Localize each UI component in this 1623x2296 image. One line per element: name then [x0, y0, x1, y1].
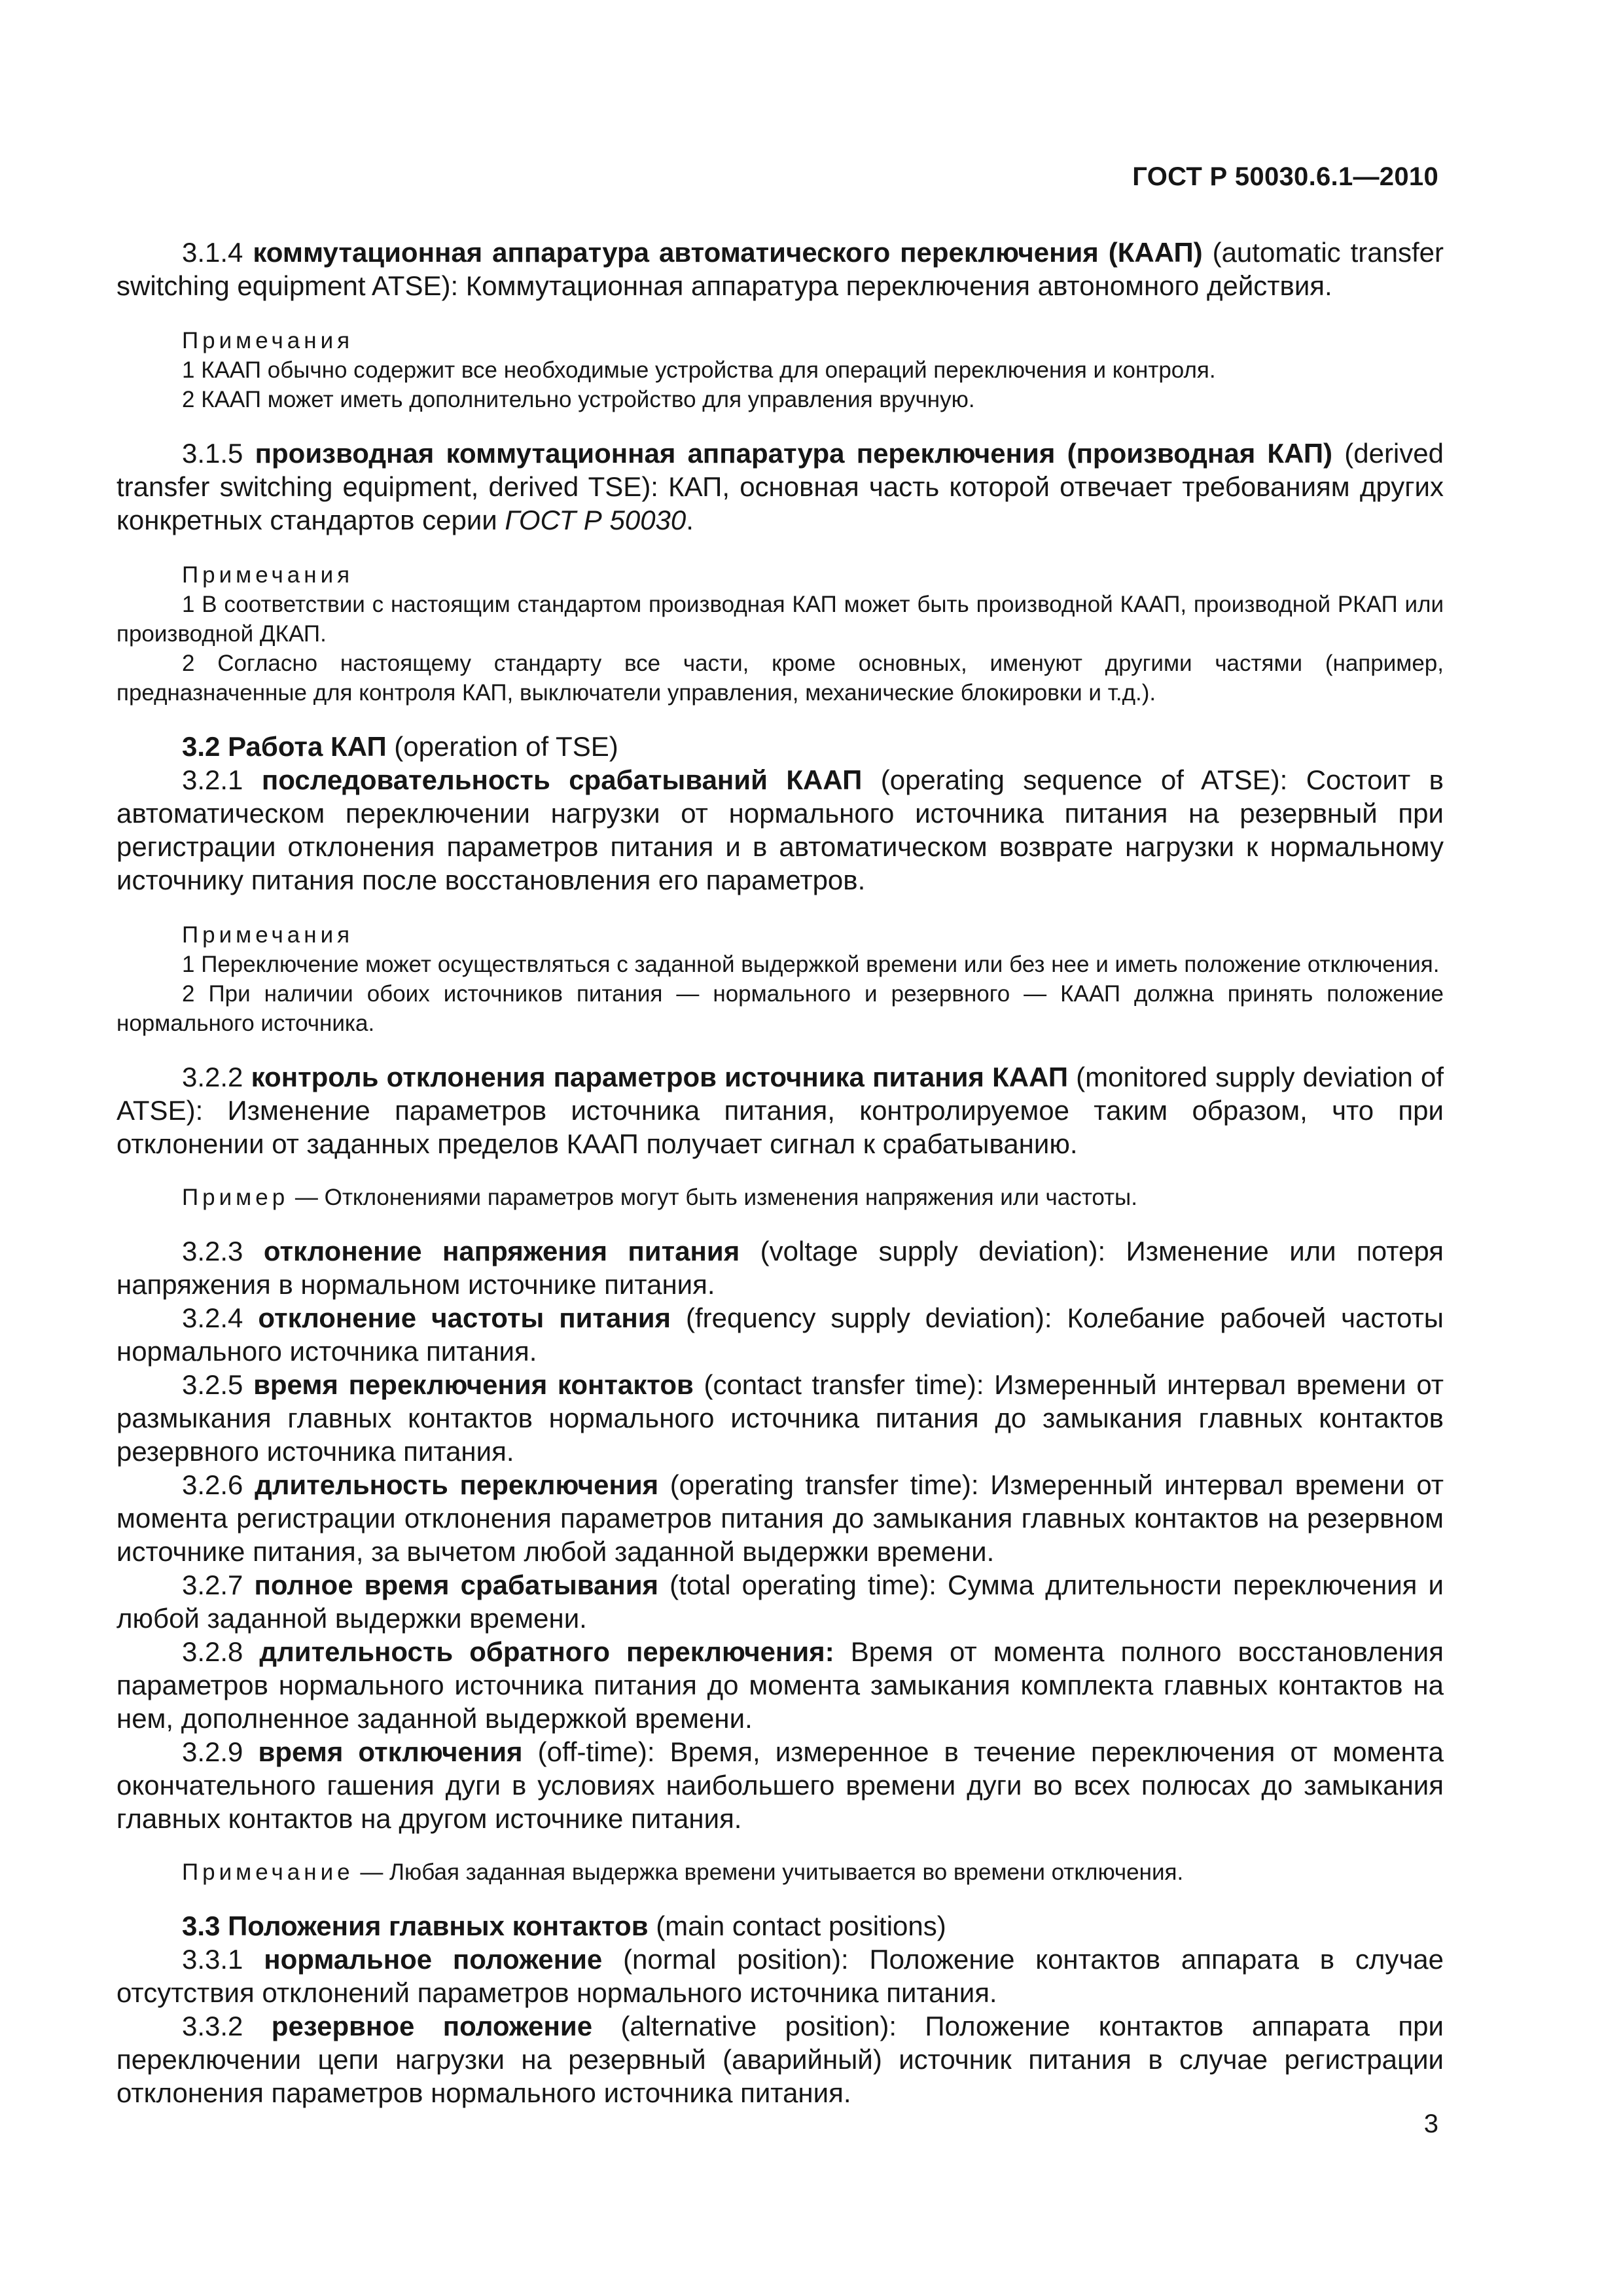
term: длительность переключения: [255, 1469, 659, 1500]
term: нормальное положение: [264, 1944, 603, 1975]
term: длительность обратного переключения:: [259, 1636, 834, 1667]
notes-heading: Примечания: [182, 562, 354, 588]
definition-text: (total operating time): Сумма длительности переключения и любой заданной выдержки времени.: [116, 1570, 1444, 1634]
definition-3-2-1: [116, 763, 1444, 897]
definition-text: (automatic transfer switching equipment ATSE): Коммутационная аппаратура переключения автономного действия.: [116, 237, 1444, 301]
note-text: — Любая заданная выдержка времени учитывается во времени отключения.: [353, 1859, 1184, 1885]
clause-number: 3.3: [182, 1910, 228, 1941]
term: контроль отклонения параметров источника питания КААП: [251, 1062, 1068, 1092]
definition-3-2-6: [116, 1468, 1444, 1568]
term: отклонение частоты питания: [258, 1302, 671, 1333]
definition-3-3-1: [116, 1943, 1444, 2009]
definition-text: (operation of TSE): [386, 731, 618, 762]
clause-number: 3.3.2: [182, 2011, 272, 2041]
term: резервное положение: [271, 2011, 593, 2041]
definition-3-2-7: [116, 1568, 1444, 1635]
note: 2 Согласно настоящему стандарту все части, кроме основных, именуют другими частями (например, предназначенные для контроля КАП, выключатели управления, механические блокировки и т.д.).: [116, 651, 1444, 706]
definition-3-2-5: [116, 1368, 1444, 1468]
clause-number: 3.2.7: [182, 1570, 255, 1600]
note: 1 Переключение может осуществляться с заданной выдержкой времени или без нее и иметь положение отключения.: [182, 952, 1440, 977]
term: Работа КАП: [228, 731, 387, 762]
note: 1 В соответствии с настоящим стандартом производная КАП может быть производной КААП, производной РКАП или производной ДКАП.: [116, 592, 1444, 647]
definition-3-2-3: [116, 1234, 1444, 1301]
clause-number: 3.2.6: [182, 1469, 255, 1500]
term: отклонение напряжения питания: [263, 1236, 740, 1266]
definition-text: (derived transfer switching equipment, derived TSE): КАП, основная часть которой отвечает требованиям других конкретных стандартов серии: [116, 438, 1444, 535]
example-text: — Отклонениями параметров могут быть изменения напряжения или частоты.: [289, 1185, 1137, 1210]
definition-text: (off-time): Время, измеренное в течение переключения от момента окончательного гашения дуги в условиях наибольшего времени дуги во всех полюсах до замыкания главных контактов на другом источнике питания.: [116, 1736, 1444, 1834]
definition-text: (main contact positions): [648, 1910, 946, 1941]
definition-3-2-2: [116, 1060, 1444, 1160]
example-heading: Пример: [182, 1185, 289, 1210]
single-note: [116, 1857, 1444, 1887]
definition-3-3-2: [116, 2009, 1444, 2109]
definition-text: (contact transfer time): Измеренный интервал времени от размыкания главных контактов нормального источника питания до замыкания главных контактов резервного источника питания.: [116, 1369, 1444, 1467]
definition-text: (voltage supply deviation): Изменение или потеря напряжения в нормальном источнике питания.: [116, 1236, 1444, 1300]
clause-number: 3.2.1: [182, 764, 262, 795]
standard-reference: ГОСТ Р 50030: [505, 505, 687, 535]
term: последовательность срабатываний КААП: [261, 764, 863, 795]
definition-3-1-4: [116, 236, 1444, 302]
definition-text: (operating transfer time): Измеренный интервал времени от момента регистрации отклонения параметров питания до замыкания главных контактов на резервном источнике питания, за вычетом любой заданной выдержки времени.: [116, 1469, 1444, 1567]
definition-text: (monitored supply deviation of ATSE): Изменение параметров источника питания, контролируемое таким образом, что при отклонении от заданных пределов КААП получает сигнал к срабатыванию.: [116, 1062, 1444, 1159]
page-number: 3: [1423, 2109, 1438, 2138]
section-3-3-heading: [116, 1909, 1444, 1943]
definition-text: (frequency supply deviation): Колебание рабочей частоты нормального источника питания.: [116, 1302, 1444, 1367]
clause-number: 3.2.2: [182, 1062, 251, 1092]
definition-text: (normal position): Положение контактов аппарата в случае отсутствия отклонений параметров нормального источника питания.: [116, 1944, 1444, 2008]
note-heading: Примечание: [182, 1859, 354, 1885]
definition-3-2-8: [116, 1635, 1444, 1735]
section-3-2-heading: [116, 730, 1444, 763]
definition-text: (operating sequence of ATSE): Состоит в автоматическом переключении нагрузки от нормального источника питания на резервный при регистрации отклонения параметров питания и в автоматическом возврате нагрузки к нормальному источнику питания после восстановления его параметров.: [116, 764, 1444, 895]
clause-number: 3.2.8: [182, 1636, 260, 1667]
term: Положения главных контактов: [228, 1910, 649, 1941]
definition-3-2-9: [116, 1735, 1444, 1835]
clause-number: 3.2.3: [182, 1236, 264, 1266]
example-note: [116, 1183, 1444, 1212]
note: 1 КААП обычно содержит все необходимые устройства для операций переключения и контроля.: [182, 357, 1216, 383]
term: время отключения: [258, 1736, 523, 1767]
term: время переключения контактов: [253, 1369, 694, 1400]
clause-number: 3.1.5: [182, 438, 255, 469]
term: полное время срабатывания: [254, 1570, 659, 1600]
clause-number: 3.2.9: [182, 1736, 259, 1767]
clause-number: 3.2: [182, 731, 228, 762]
clause-number: 3.2.5: [182, 1369, 254, 1400]
document-body: [116, 236, 1444, 2109]
definition-3-1-5: [116, 437, 1444, 537]
term: производная коммутационная аппаратура переключения (производная КАП): [255, 438, 1333, 469]
document-header: ГОСТ Р 50030.6.1—2010: [1132, 162, 1438, 191]
clause-number: 3.2.4: [182, 1302, 259, 1333]
clause-number: 3.1.4: [182, 237, 253, 268]
clause-number: 3.3.1: [182, 1944, 264, 1975]
notes-heading: Примечания: [182, 328, 354, 353]
term: коммутационная аппаратура автоматического переключения (КААП): [253, 237, 1203, 268]
note: 2 КААП может иметь дополнительно устройство для управления вручную.: [182, 387, 975, 412]
note: 2 При наличии обоих источников питания — нормального и резервного — КААП должна принять положение нормального источника.: [116, 981, 1444, 1036]
definition-text: (alternative position): Положение контактов аппарата при переключении цепи нагрузки на резервный (аварийный) источник питания в случае регистрации отклонения параметров нормального источника питания.: [116, 2011, 1444, 2108]
definition-text: Время от момента полного восстановления параметров нормального источника питания до момента замыкания комплекта главных контактов на нем, дополненное заданной выдержкой времени.: [116, 1636, 1444, 1734]
definition-3-2-4: [116, 1301, 1444, 1368]
definition-text: .: [686, 505, 694, 535]
notes-heading: Примечания: [182, 922, 354, 948]
